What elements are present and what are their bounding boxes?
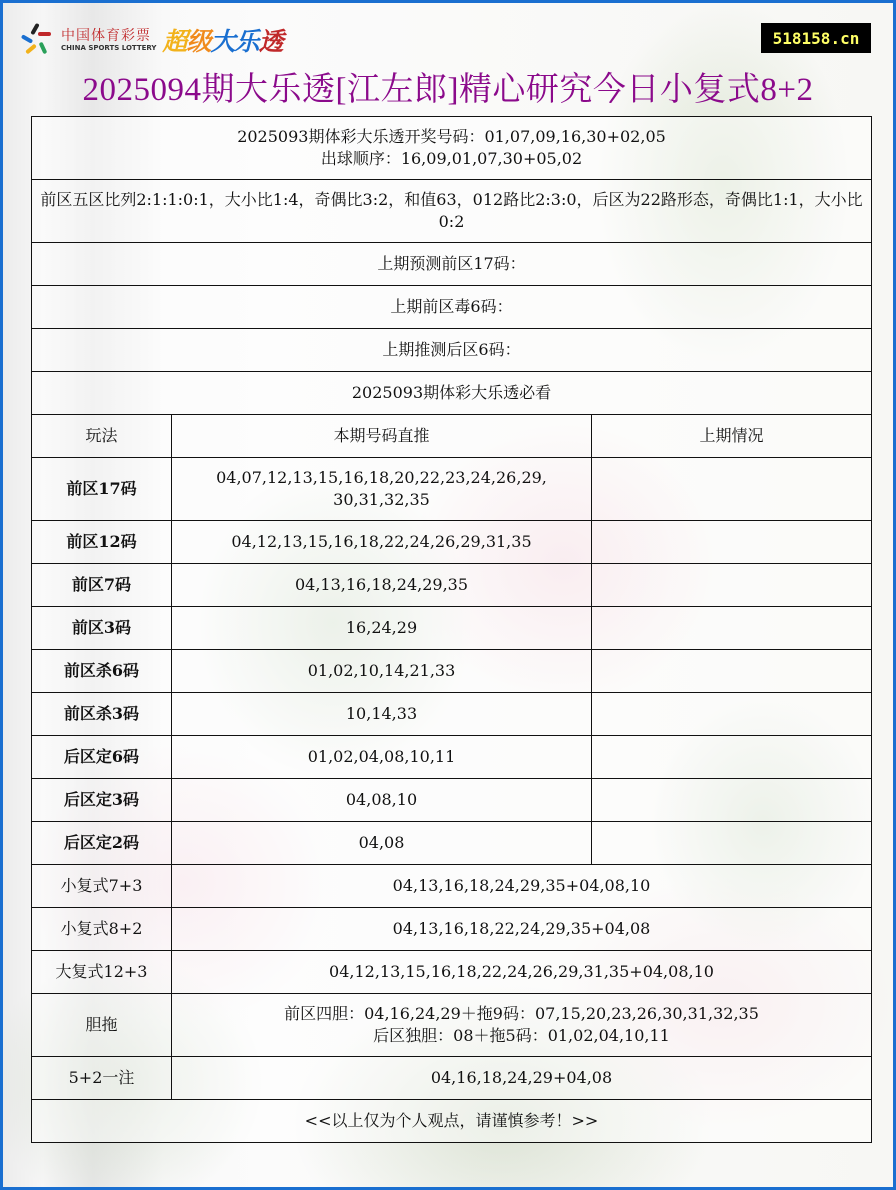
row-prev [592,693,872,736]
row-value: 01,02,10,14,21,33 [172,650,592,693]
dantuo-value [172,994,872,1057]
row-value: 01,02,04,08,10,11 [172,736,592,779]
table-row [32,779,872,822]
super-lotto-brand [163,22,283,58]
row-prev [592,607,872,650]
row-prev [592,521,872,564]
row-label: 前区3码 [32,607,172,650]
table-row [32,564,872,607]
logo-cn-text: 中国体育彩票 [61,27,151,44]
brand-char: 超 [162,27,187,56]
header-play-type: 玩法 [32,415,172,458]
analysis-cell: 前区五区比列2:1:1:0:1，大小比1:4，奇偶比3:2，和值63，012路比2:3:0，后区为22路形态，奇偶比1:1，大小比0:2 [32,180,872,243]
single-bet-label: 5+2一注 [32,1057,172,1100]
row-value-line: 04,07,12,13,15,16,18,20,22,23,24,26,29, [216,468,547,487]
page-title: 2025094期大乐透[江左郎]精心研究今日小复式8+2 [82,72,814,108]
header-current-picks: 本期号码直推 [172,415,592,458]
table-row [32,607,872,650]
draw-order: 出球顺序：16,09,01,07,30+05,02 [320,149,583,168]
row-value: 04,13,16,18,22,24,29,35+04,08 [172,908,872,951]
must-see-heading: 2025093期体彩大乐透必看 [32,372,872,415]
row-label: 后区定6码 [32,736,172,779]
brand-char: 级 [186,27,211,56]
table-row [32,736,872,779]
prev-predict-17: 上期预测前区17码： [32,243,872,286]
row-prev [592,736,872,779]
row-value: 04,08,10 [172,779,592,822]
disclaimer-row [32,1100,872,1143]
disclaimer: <<以上仅为个人观点，请谨慎参考！>> [32,1100,872,1143]
row-value [172,458,592,521]
table-row [32,650,872,693]
row-value-line: 30,31,32,35 [333,490,430,509]
row-prev [592,564,872,607]
prev-predict-17-row [32,243,872,286]
row-label: 后区定3码 [32,779,172,822]
prev-back-6: 上期推测后区6码： [32,329,872,372]
row-value: 04,08 [172,822,592,865]
row-label: 小复式7+3 [32,865,172,908]
draw-result-cell [32,117,872,180]
row-label: 后区定2码 [32,822,172,865]
brand-char: 乐 [234,27,259,56]
row-value: 04,12,13,15,16,18,22,24,26,29,31,35+04,08,10 [172,951,872,994]
single-bet-row [32,1057,872,1100]
row-prev [592,822,872,865]
dantuo-back: 后区独胆：08＋拖5码：01,02,04,10,11 [373,1026,670,1045]
row-label: 前区17码 [32,458,172,521]
row-value: 04,13,16,18,24,29,35+04,08,10 [172,865,872,908]
row-prev [592,458,872,521]
prev-poison-6-row [32,286,872,329]
table-row [32,951,872,994]
table-row [32,865,872,908]
table-row [32,458,872,521]
row-value: 16,24,29 [172,607,592,650]
table-row [32,822,872,865]
draw-numbers: 2025093期体彩大乐透开奖号码：01,07,09,16,30+02,05 [237,127,666,146]
single-bet-value: 04,16,18,24,29+04,08 [172,1057,872,1100]
row-label: 小复式8+2 [32,908,172,951]
must-see-row [32,372,872,415]
prediction-table [31,116,872,1143]
dantuo-front: 前区四胆：04,16,24,29＋拖9码：07,15,20,23,26,30,31,32,35 [284,1004,759,1023]
row-prev [592,650,872,693]
row-label: 前区7码 [32,564,172,607]
prev-poison-6: 上期前区毒6码： [32,286,872,329]
row-label: 前区杀3码 [32,693,172,736]
table-row [32,908,872,951]
draw-result-row [32,117,872,180]
row-value: 04,12,13,15,16,18,22,24,26,29,31,35 [172,521,592,564]
site-badge: 518158.cn [761,23,871,53]
china-sports-lottery-logo [21,23,283,57]
dantuo-label: 胆拖 [32,994,172,1057]
row-label: 大复式12+3 [32,951,172,994]
prev-back-6-row [32,329,872,372]
row-value: 04,13,16,18,24,29,35 [172,564,592,607]
table-row [32,693,872,736]
row-label: 前区12码 [32,521,172,564]
table-row [32,521,872,564]
header-prev-result: 上期情况 [592,415,872,458]
row-value: 10,14,33 [172,693,592,736]
logo-en-text: CHINA SPORTS LOTTERY [61,43,157,52]
brand-char: 大 [210,27,235,56]
lottery-star-icon [21,23,55,57]
dantuo-row [32,994,872,1057]
analysis-row [32,180,872,243]
row-label: 前区杀6码 [32,650,172,693]
brand-char: 透 [258,27,283,56]
row-prev [592,779,872,822]
table-header-row [32,415,872,458]
